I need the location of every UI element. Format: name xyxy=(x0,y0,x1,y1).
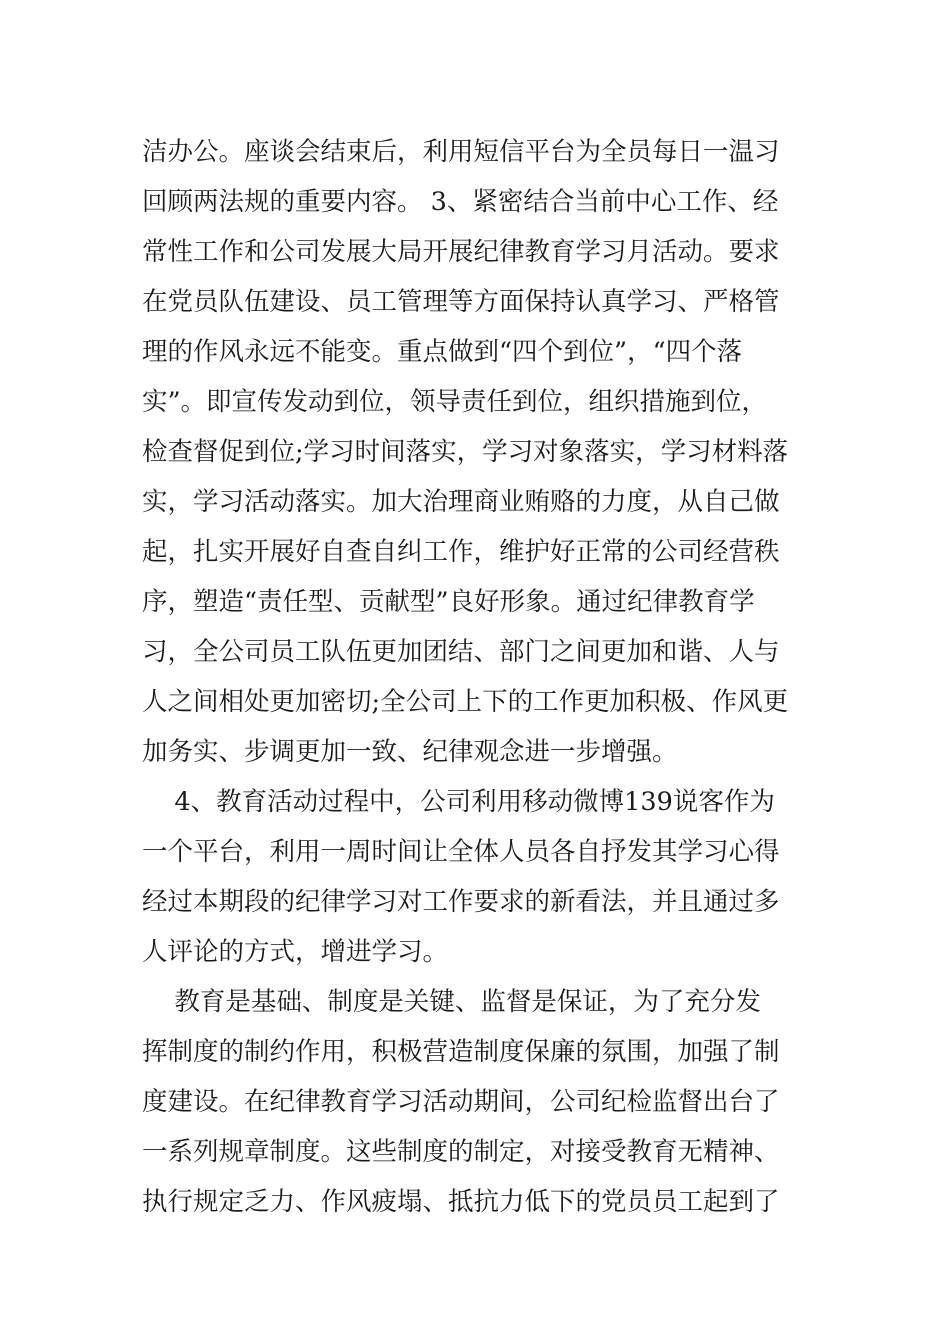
text-line: 执行规定乏力、作风疲塌、抵抗力低下的党员员工起到了 xyxy=(142,1187,780,1217)
text-line: 习，全公司员工队伍更加团结、部门之间更加和谐、人与 xyxy=(142,637,780,667)
text-line: 实，学习活动落实。加大治理商业贿赂的力度，从自己做 xyxy=(142,487,780,517)
text-line: 在党员队伍建设、员工管理等方面保持认真学习、严格管 xyxy=(142,287,780,317)
text-line: 一系列规章制度。这些制度的制定，对接受教育无精神、 xyxy=(142,1137,780,1167)
text-line: 加务实、步调更加一致、纪律观念进一步增强。 xyxy=(142,737,678,767)
document-body xyxy=(142,127,808,1227)
text-line: 挥制度的制约作用，积极营造制度保廉的氛围，加强了制 xyxy=(142,1037,780,1067)
text-line: 度建设。在纪律教育学习活动期间，公司纪检监督出台了 xyxy=(142,1087,780,1117)
text-line: 一个平台，利用一周时间让全体人员各自抒发其学习心得 xyxy=(142,837,780,867)
text-line: 4、教育活动过程中，公司利用移动微博139说客作为 xyxy=(142,787,775,817)
text-line: 实”。即宣传发动到位，领导责任到位，组织措施到位， xyxy=(142,387,768,417)
text-line: 人评论的方式，增进学习。 xyxy=(142,937,449,967)
text-line: 回顾两法规的重要内容。 3、紧密结合当前中心工作、经 xyxy=(142,187,779,217)
text-line: 检查督促到位;学习时间落实，学习对象落实，学习材料落 xyxy=(142,437,789,467)
text-line: 经过本期段的纪律学习对工作要求的新看法，并且通过多 xyxy=(142,887,780,917)
text-line: 常性工作和公司发展大局开展纪律教育学习月活动。要求 xyxy=(142,237,780,267)
text-line: 人之间相处更加密切;全公司上下的工作更加积极、作风更 xyxy=(142,687,789,717)
paragraph-3 xyxy=(142,977,808,1227)
text-line: 洁办公。座谈会结束后，利用短信平台为全员每日一温习 xyxy=(142,137,780,167)
text-line: 理的作风永远不能变。重点做到“四个到位”，“四个落 xyxy=(142,337,743,367)
text-line: 序，塑造“责任型、贡献型”良好形象。通过纪律教育学 xyxy=(142,587,755,617)
paragraph-2 xyxy=(142,777,808,977)
text-line: 起，扎实开展好自查自纠工作，维护好正常的公司经营秩 xyxy=(142,537,780,567)
text-line: 教育是基础、制度是关键、监督是保证，为了充分发 xyxy=(142,987,761,1017)
paragraph-1 xyxy=(142,127,808,777)
